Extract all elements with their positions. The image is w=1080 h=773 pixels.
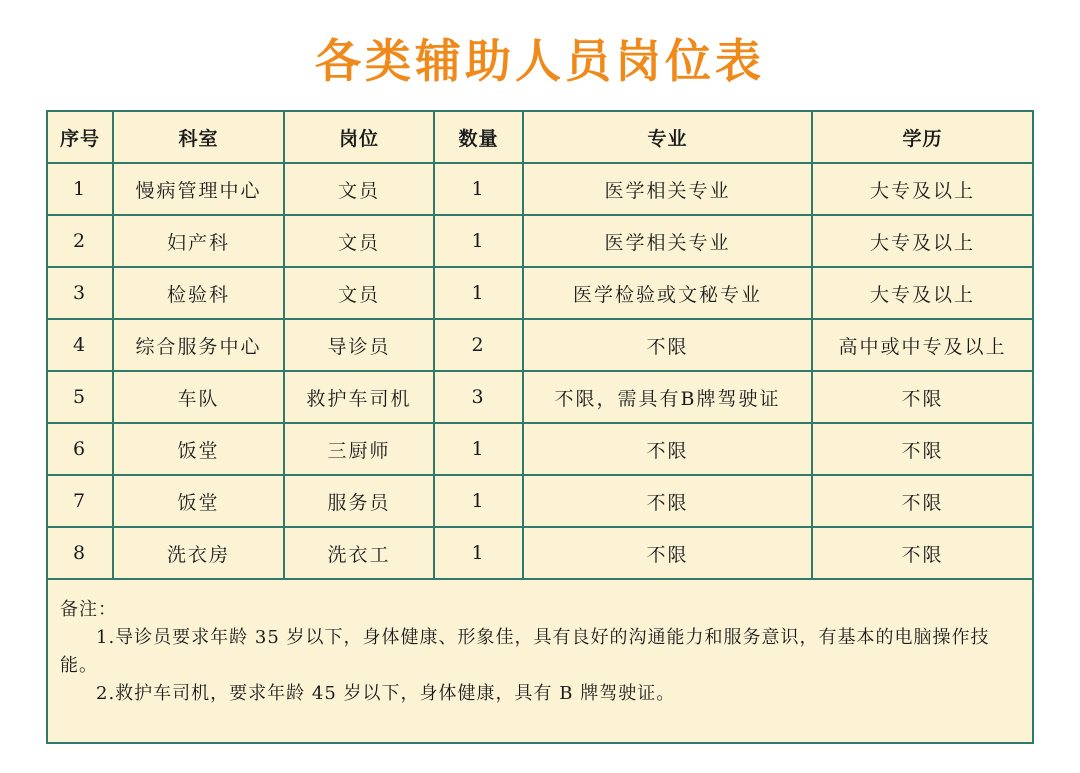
cell-education: 不限 — [812, 423, 1033, 475]
page-title: 各类辅助人员岗位表 — [315, 34, 765, 88]
cell-major: 不限 — [523, 527, 812, 579]
cell-quantity: 3 — [434, 371, 523, 423]
cell-department: 检验科 — [113, 267, 284, 319]
cell-index: 7 — [47, 475, 113, 527]
cell-index: 3 — [47, 267, 113, 319]
cell-department: 综合服务中心 — [113, 319, 284, 371]
cell-position: 三厨师 — [284, 423, 434, 475]
header-position: 岗位 — [284, 111, 434, 163]
cell-department: 慢病管理中心 — [113, 163, 284, 215]
cell-index: 4 — [47, 319, 113, 371]
table-row — [47, 475, 1033, 527]
cell-education: 不限 — [812, 527, 1033, 579]
table-row — [47, 163, 1033, 215]
cell-department: 车队 — [113, 371, 284, 423]
cell-education: 不限 — [812, 475, 1033, 527]
table-row — [47, 267, 1033, 319]
header-major: 专业 — [523, 111, 812, 163]
cell-education: 大专及以上 — [812, 267, 1033, 319]
cell-quantity: 1 — [434, 267, 523, 319]
cell-major: 不限，需具有B牌驾驶证 — [523, 371, 812, 423]
cell-index: 8 — [47, 527, 113, 579]
cell-position: 文员 — [284, 163, 434, 215]
cell-quantity: 1 — [434, 475, 523, 527]
cell-quantity: 1 — [434, 215, 523, 267]
cell-education: 高中或中专及以上 — [812, 319, 1033, 371]
cell-quantity: 1 — [434, 423, 523, 475]
cell-major: 医学检验或文秘专业 — [523, 267, 812, 319]
table-row — [47, 319, 1033, 371]
note-item: 2.救护车司机，要求年龄 45 岁以下，身体健康，具有 B 牌驾驶证。 — [96, 683, 676, 704]
table-row — [47, 215, 1033, 267]
header-index: 序号 — [47, 111, 113, 163]
cell-index: 2 — [47, 215, 113, 267]
header-department: 科室 — [113, 111, 284, 163]
cell-department: 妇产科 — [113, 215, 284, 267]
positions-table — [46, 110, 1034, 744]
cell-department: 饭堂 — [113, 423, 284, 475]
cell-position: 文员 — [284, 267, 434, 319]
cell-education: 大专及以上 — [812, 163, 1033, 215]
cell-education: 大专及以上 — [812, 215, 1033, 267]
cell-position: 救护车司机 — [284, 371, 434, 423]
cell-index: 5 — [47, 371, 113, 423]
cell-position: 洗衣工 — [284, 527, 434, 579]
cell-quantity: 1 — [434, 163, 523, 215]
header-education: 学历 — [812, 111, 1033, 163]
cell-education: 不限 — [812, 371, 1033, 423]
cell-quantity: 1 — [434, 527, 523, 579]
header-quantity: 数量 — [434, 111, 523, 163]
cell-position: 文员 — [284, 215, 434, 267]
cell-major: 不限 — [523, 423, 812, 475]
cell-major: 医学相关专业 — [523, 215, 812, 267]
table-row — [47, 527, 1033, 579]
cell-position: 导诊员 — [284, 319, 434, 371]
cell-major: 不限 — [523, 475, 812, 527]
table-row — [47, 423, 1033, 475]
notes-label: 备注： — [60, 599, 117, 620]
cell-index: 6 — [47, 423, 113, 475]
cell-department: 饭堂 — [113, 475, 284, 527]
note-item: 1.导诊员要求年龄 35 岁以下，身体健康、形象佳，具有良好的沟通能力和服务意识，有基本的电脑操作技能。 — [60, 627, 990, 676]
cell-major: 医学相关专业 — [523, 163, 812, 215]
cell-quantity: 2 — [434, 319, 523, 371]
notes-row — [47, 579, 1033, 743]
cell-index: 1 — [47, 163, 113, 215]
cell-major: 不限 — [523, 319, 812, 371]
notes-cell — [47, 579, 1033, 743]
cell-position: 服务员 — [284, 475, 434, 527]
cell-department: 洗衣房 — [113, 527, 284, 579]
table-row — [47, 371, 1033, 423]
table-header-row — [47, 111, 1033, 163]
